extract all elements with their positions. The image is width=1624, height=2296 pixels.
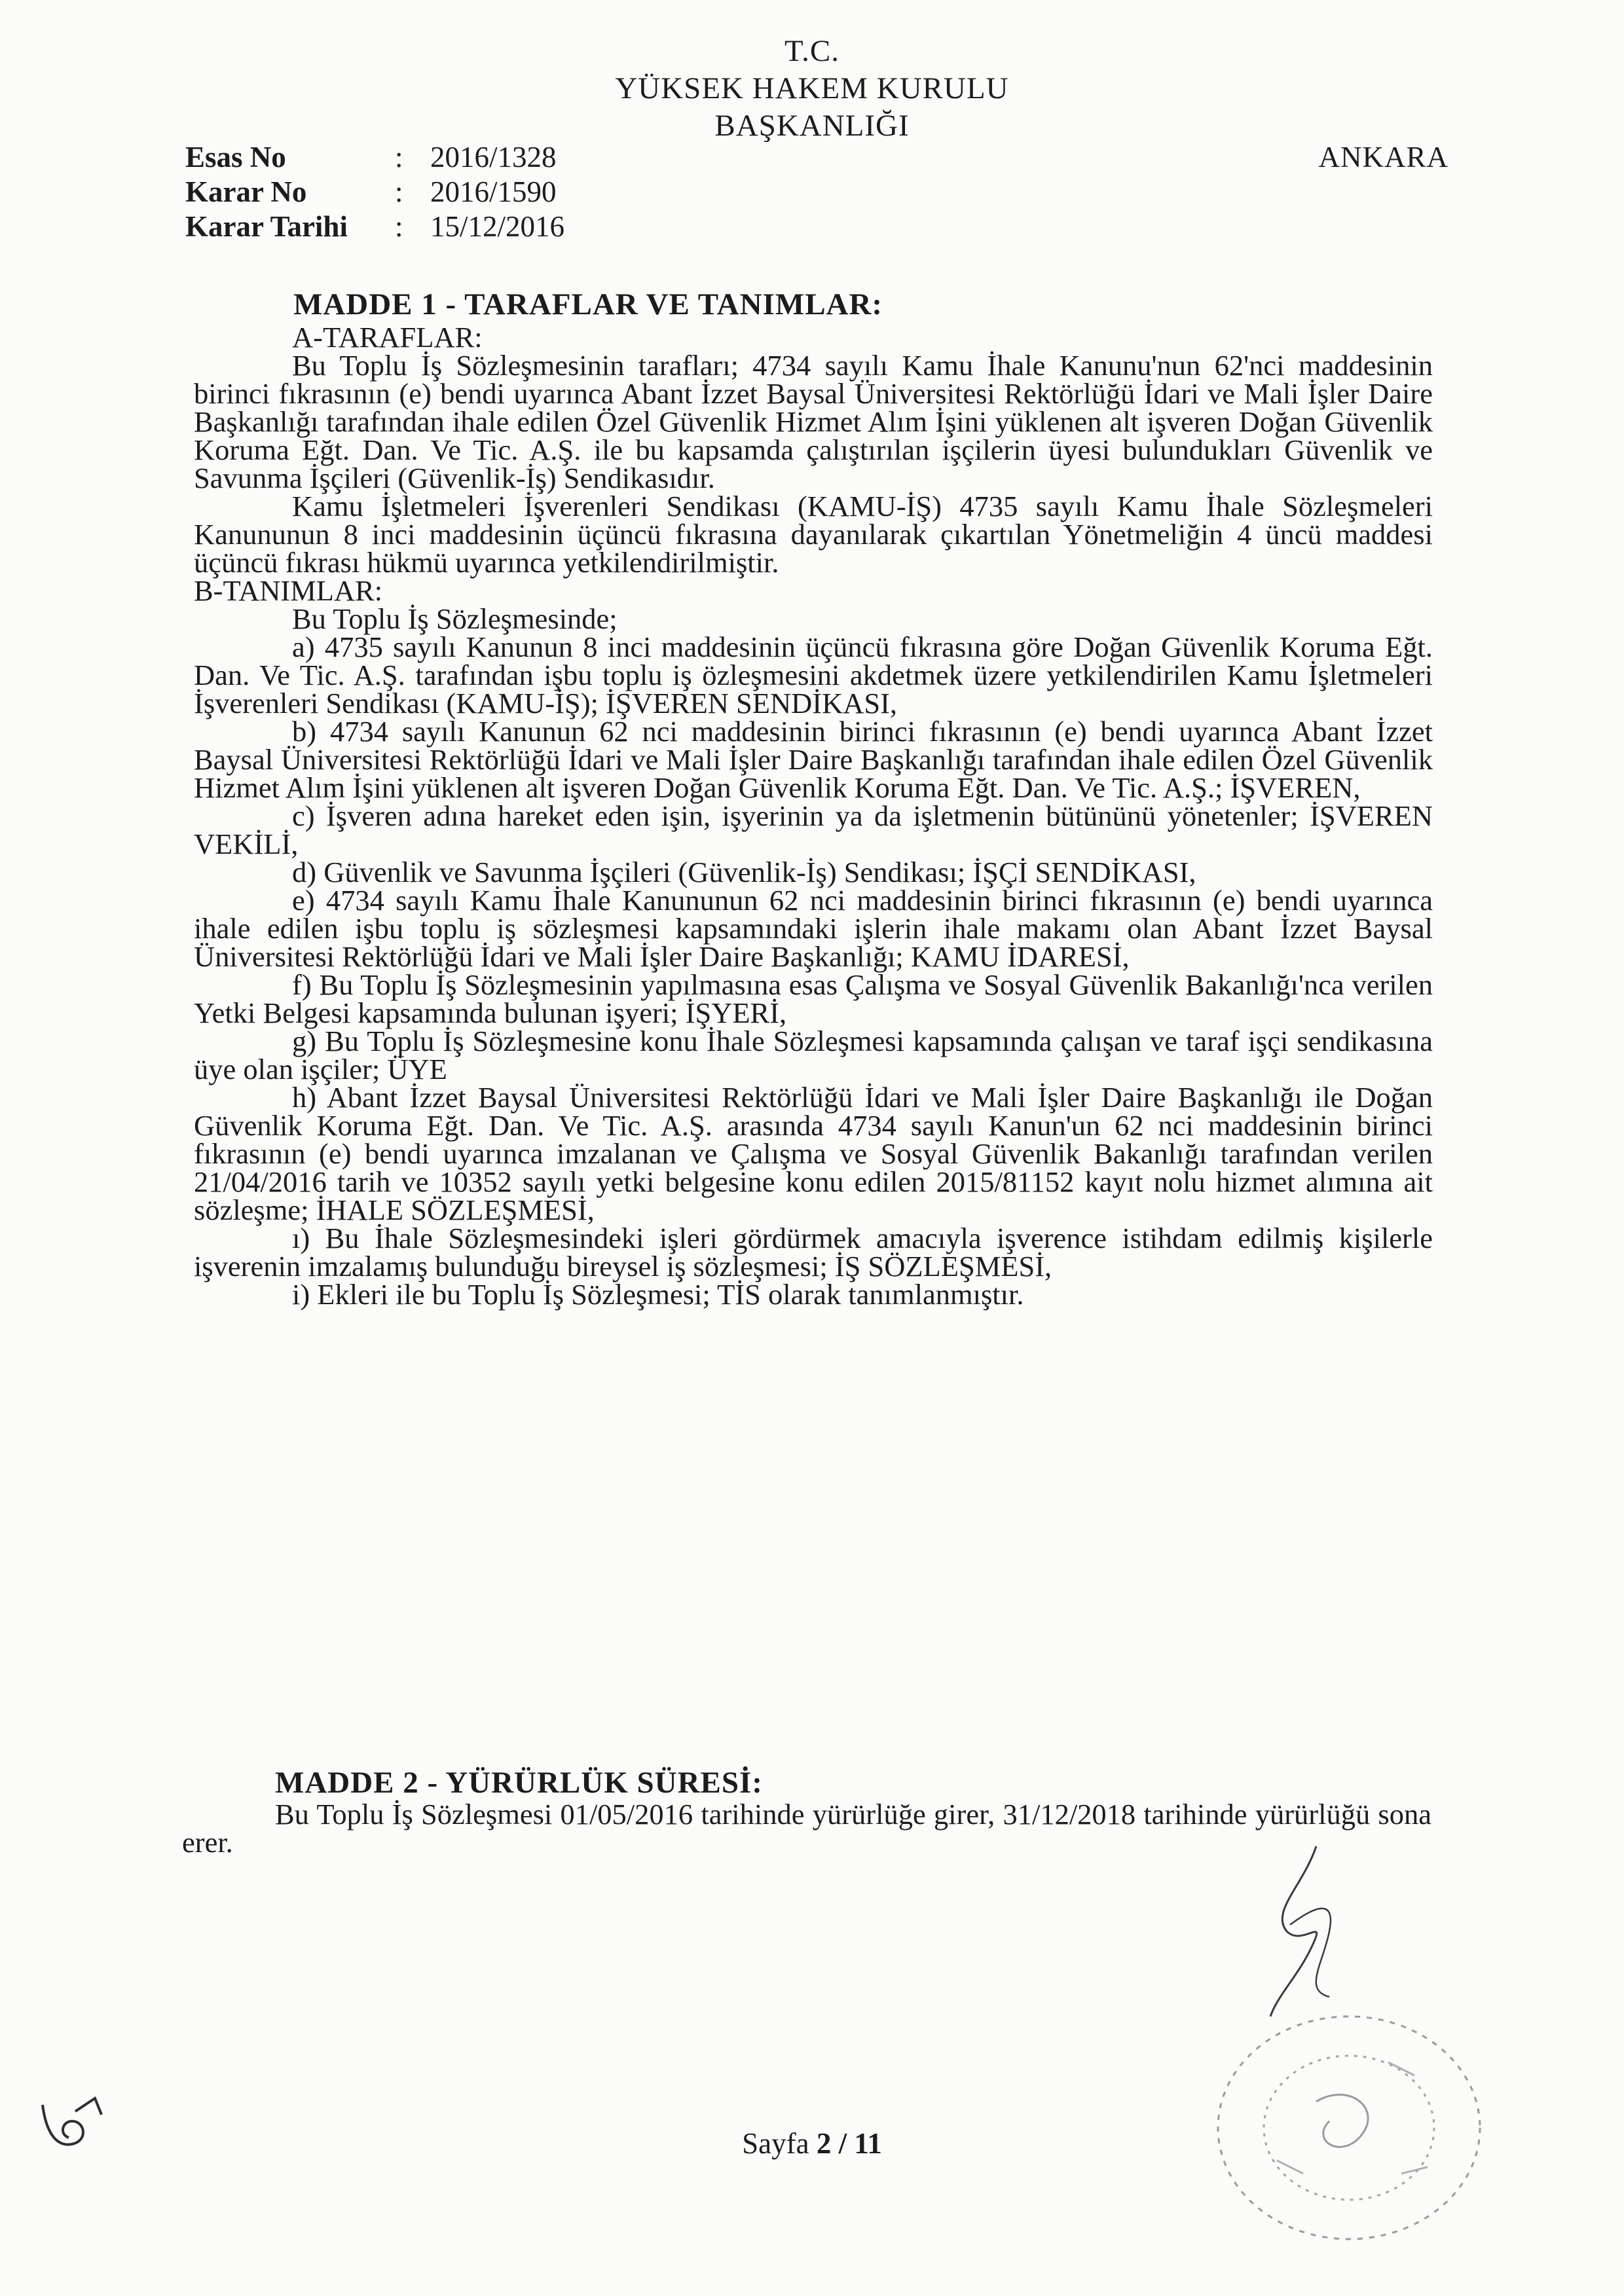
page-number: 2 / 11 xyxy=(816,2127,882,2160)
yururluk-paragraph: Bu Toplu İş Sözleşmesi 01/05/2016 tarihinde yürürlüğe girer, 31/12/2018 tarihinde yürürlüğü sona erer. xyxy=(182,1798,1431,1859)
esas-value: 2016/1328 xyxy=(430,141,557,173)
page-footer xyxy=(0,2126,1624,2160)
definition-item-dotless-i: ı) Bu İhale Sözleşmesindeki işleri gördürmek amacıyla işverence istihdam edilmiş kişilerle işverenin imzalamış bulunduğu bireysel iş sözleşmesi; İŞ SÖZLEŞMESİ, xyxy=(194,1222,1433,1283)
tanimlar-intro: Bu Toplu İş Sözleşmesinde; xyxy=(292,602,618,635)
case-meta xyxy=(185,140,564,244)
page-prefix: Sayfa xyxy=(742,2127,817,2160)
tarih-colon: : xyxy=(395,210,403,243)
madde1-title: MADDE 1 - TARAFLAR VE TANIMLAR: xyxy=(293,287,883,321)
tarih-label: Karar Tarihi xyxy=(185,210,348,243)
city: ANKARA xyxy=(1318,141,1449,173)
tarih-value: 15/12/2016 xyxy=(430,210,565,243)
madde2-title: MADDE 2 - YÜRÜRLÜK SÜRESİ: xyxy=(275,1766,763,1800)
header-tc: T.C. xyxy=(784,34,840,68)
header-institution: YÜKSEK HAKEM KURULU xyxy=(615,71,1009,105)
esas-label: Esas No xyxy=(185,141,286,173)
karar-label: Karar No xyxy=(185,175,307,208)
karar-row xyxy=(185,175,564,210)
header-presidency: BAŞKANLIĞI xyxy=(714,109,910,143)
esas-colon: : xyxy=(395,141,403,173)
b-tanimlar-title: B-TANIMLAR: xyxy=(194,574,383,607)
definition-item-b: b) 4734 sayılı Kanunun 62 nci maddesinin birinci fıkrasının (e) bendi uyarınca Abant İzzet Baysal Üniversitesi Rektörlüğü İdari ve Mali İşler Daire Başkanlığı tarafından ihale edilen Özel Güvenlik Hizmet Alım İşini yüklenen alt işveren Doğan Güvenlik Koruma Eğt. Dan. Ve Tic. A.Ş.; İŞVEREN, xyxy=(194,715,1433,804)
definition-item-e: e) 4734 sayılı Kamu İhale Kanununun 62 nci maddesinin birinci fıkrasının (e) bendi uyarınca ihale edilen işbu toplu iş sözleşmesi kapsamındaki işlerin ihale makamı olan Abant İzzet Baysal Üniversitesi Rektörlüğü İdari ve Mali İşler Daire Başkanlığı; KAMU İDARESİ, xyxy=(194,884,1433,973)
taraflar-paragraph-2: Kamu İşletmeleri İşverenleri Sendikası (KAMU-İŞ) 4735 sayılı Kamu İhale Sözleşmeleri Kanununun 8 inci maddesinin üçüncü fıkrasına dayanılarak çıkartılan Yönetmeliğin 4 üncü maddesi üçüncü fıkrası hükmü uyarınca yetkilendirilmiştir. xyxy=(194,490,1433,579)
karar-colon: : xyxy=(395,175,403,208)
taraflar-paragraph-1: Bu Toplu İş Sözleşmesinin tarafları; 4734 sayılı Kamu İhale Kanunu'nun 62'nci maddesinin birinci fıkrasının (e) bendi uyarınca Abant İzzet Baysal Üniversitesi Rektörlüğü İdari ve Mali İşler Daire Başkanlığı tarafından ihale edilen Özel Güvenlik Hizmet Alım İşini yüklenen alt işveren Doğan Güvenlik Koruma Eğt. Dan. Ve Tic. A.Ş. ile bu kapsamda çalıştırılan işçilerin üyesi bulundukları Güvenlik ve Savunma İşçileri (Güvenlik-İş) Sendikasıdır. xyxy=(194,349,1433,494)
definition-item-d: d) Güvenlik ve Savunma İşçileri (Güvenlik-İş) Sendikası; İŞÇİ SENDİKASI, xyxy=(292,856,1196,888)
definition-item-g: g) Bu Toplu İş Sözleşmesine konu İhale Sözleşmesi kapsamında çalışan ve taraf işçi sendikasına üye olan işçiler; ÜYE xyxy=(194,1025,1433,1085)
signature-icon xyxy=(1231,1833,1401,2030)
esas-row xyxy=(185,140,564,175)
tarih-row xyxy=(185,210,564,244)
definition-item-h: h) Abant İzzet Baysal Üniversitesi Rektörlüğü İdari ve Mali İşler Daire Başkanlığı ile Doğan Güvenlik Koruma Eğt. Dan. Ve Tic. A.Ş. arasında 4734 sayılı Kanun'un 62 nci maddesinin birinci fıkrasının (e) bendi uyarınca imzalanan ve Çalışma ve Sosyal Güvenlik Bakanlığı tarafından verilen 21/04/2016 tarih ve 10352 sayılı yetki belgesine konu edilen 2015/81152 kayıt nolu hizmet alımına ait sözleşme; İHALE SÖZLEŞMESİ, xyxy=(194,1081,1433,1226)
a-taraflar-title: A-TARAFLAR: xyxy=(292,321,483,354)
karar-value: 2016/1590 xyxy=(430,175,557,208)
definition-item-c: c) İşveren adına hareket eden işin, işyerinin ya da işletmenin bütününü yönetenler; İŞVEREN VEKİLİ, xyxy=(194,799,1433,860)
definition-item-i: i) Ekleri ile bu Toplu İş Sözleşmesi; TİS olarak tanımlanmıştır. xyxy=(292,1278,1024,1311)
definition-item-a: a) 4735 sayılı Kanunun 8 inci maddesinin üçüncü fıkrasına göre Doğan Güvenlik Koruma Eğt. Dan. Ve Tic. A.Ş. tarafından işbu toplu iş özleşmesini akdetmek üzere yetkilendirilen Kamu İşletmeleri İşverenleri Sendikası (KAMU-İŞ); İŞVEREN SENDİKASI, xyxy=(194,630,1433,720)
definition-item-f: f) Bu Toplu İş Sözleşmesinin yapılmasına esas Çalışma ve Sosyal Güvenlik Bakanlığı'nca verilen Yetki Belgesi kapsamında bulunan işyeri; İŞYERİ, xyxy=(194,968,1433,1029)
madde1-body xyxy=(194,323,1433,1309)
